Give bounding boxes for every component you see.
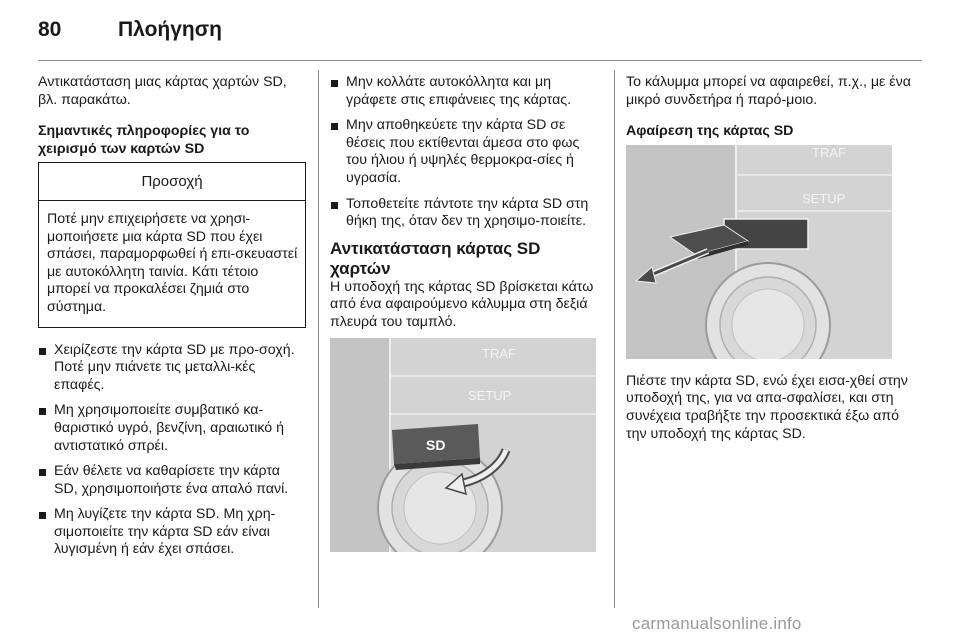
column-1: [38, 74, 306, 567]
removal-heading: Αφαίρεση της κάρτας SD: [626, 123, 794, 140]
header-divider: [38, 60, 922, 61]
bullet-icon: [331, 123, 338, 130]
list-item: Τοποθετείτε πάντοτε την κάρτα SD στη θήκη της, όταν δεν τη χρησιμο-ποιείτε.: [330, 196, 602, 231]
setup-label: SETUP: [468, 387, 512, 403]
traf-label: TRAF: [482, 345, 516, 361]
removal-instructions: Πιέστε την κάρτα SD, ενώ έχει εισα-χθεί στην υποδοχή της, για να απα-σφαλίσει, και στη συνέχεια τραβήξτε την προσεκτικά έξω από την υποδοχή της κάρτας SD.: [626, 372, 908, 442]
caution-text: Ποτέ μην επιχειρήσετε να χρησι-μοποιήσετε μια κάρτα SD που έχει σπάσει, παραμορφωθεί ή επι-σκευαστεί με αυτοκόλλητη ταινία. Κάτι τέτοιο μπορεί να προκαλέσει ζημιά στο σύστημα.: [47, 210, 298, 315]
bullet-icon: [39, 469, 46, 476]
bullet-icon: [39, 348, 46, 355]
slot-location-text: Η υποδοχή της κάρτας SD βρίσκεται κάτω από ένα αφαιρούμενο κάλυμμα στη δεξιά πλευρά του ταμπλό.: [330, 278, 594, 330]
bullet-icon: [331, 202, 338, 209]
cover-illustration: [330, 338, 596, 552]
column-divider: [318, 70, 319, 608]
handling-list-continued: [330, 74, 602, 231]
section-title: Πλοήγηση: [118, 18, 222, 41]
traf-label: TRAF: [812, 144, 846, 160]
column-3: [626, 74, 912, 457]
bullet-icon: [331, 80, 338, 87]
list-item: Μη λυγίζετε την κάρτα SD. Μη χρη-σιμοποιείτε την κάρτα SD εάν είναι λυγισμένη ή εάν έχει σπάσει.: [38, 506, 306, 559]
bullet-icon: [39, 408, 46, 415]
intro-paragraph: Αντικατάσταση μιας κάρτας χαρτών SD, βλ. παρακάτω.: [38, 74, 287, 108]
info-heading: Σημαντικές πληροφορίες για το χειρισμό των καρτών SD: [38, 123, 250, 157]
column-2: [330, 74, 602, 552]
caution-title: Προσοχή: [39, 163, 305, 201]
removal-illustration: [626, 145, 892, 359]
sd-logo-icon: SD: [426, 436, 446, 453]
watermark: carmanualsonline.info: [632, 614, 802, 633]
list-item: Εάν θέλετε να καθαρίσετε την κάρτα SD, χρησιμοποιήστε ένα απαλό πανί.: [38, 463, 306, 498]
cover-removal-text: Το κάλυμμα μπορεί να αφαιρεθεί, π.χ., με ένα μικρό συνδετήρα ή παρό-μοιο.: [626, 74, 911, 108]
column-divider: [614, 70, 615, 608]
bullet-icon: [39, 512, 46, 519]
caution-box: [38, 162, 306, 327]
handling-list: [38, 342, 306, 560]
list-item: Μην αποθηκεύετε την κάρτα SD σε θέσεις που εκτίθενται άμεσα στο φως του ήλιου ή υψηλές θερμοκρα-σίες ή υγρασία.: [330, 117, 602, 187]
page-number: 80: [38, 18, 62, 41]
page-header: [38, 10, 222, 50]
setup-label: SETUP: [802, 190, 846, 206]
list-item: Χειρίζεστε την κάρτα SD με προ-σοχή. Ποτέ μην πιάνετε τις μεταλλι-κές επαφές.: [38, 342, 306, 395]
replacement-heading: Αντικατάσταση κάρτας SD χαρτών: [330, 238, 541, 278]
list-item: Μην κολλάτε αυτοκόλλητα και μη γράφετε στις επιφάνειες της κάρτας.: [330, 74, 602, 109]
list-item: Μη χρησιμοποιείτε συμβατικό κα-θαριστικό υγρό, βενζίνη, αραιωτικό ή αντιστατικό σπρέι.: [38, 402, 306, 455]
